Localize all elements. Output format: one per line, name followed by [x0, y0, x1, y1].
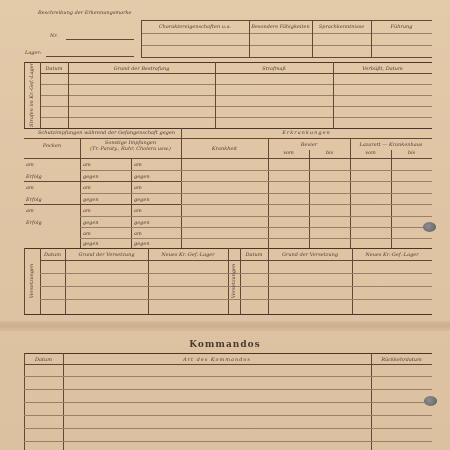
- impf-row-erfolg-1: Erfolg: [26, 174, 42, 180]
- impf-mid-2: gegen: [83, 174, 99, 180]
- kdo-col-rueckkehr: Rückkehrdatum: [381, 357, 422, 363]
- impf-row-am-2: am: [26, 185, 34, 191]
- impf-right-1: am: [134, 162, 142, 168]
- impf-right-3: am: [134, 185, 142, 191]
- erkr-col-lazarett: Lazarett — Krankenhaus: [359, 142, 423, 148]
- erkr-col-krankheit: Krankheit: [211, 146, 238, 152]
- impf-mid-6: gegen: [83, 220, 99, 226]
- strafen-col-grund: Grund der Bestrafung: [113, 66, 170, 72]
- impf-col-sonstige-sub: (Tr.-Paraty., Ruhr, Cholera usw.): [90, 146, 171, 152]
- col-fuehrung: Führung: [390, 24, 413, 30]
- vers-col-datum-right: Datum: [245, 252, 263, 258]
- kommandos-title: Kommandos: [189, 340, 261, 350]
- nr-line: [66, 39, 134, 40]
- erkr-revier-vom: vom: [283, 150, 294, 156]
- impf-right-6: gegen: [134, 220, 150, 226]
- erkr-revier-bis: bis: [325, 150, 334, 156]
- vers-col-lager-left: Neues Kr.-Gef.-Lager: [161, 252, 215, 258]
- lager-label: Lager:: [25, 50, 42, 56]
- impf-right-4: gegen: [134, 197, 150, 203]
- impf-right-5: am: [134, 208, 142, 214]
- col-sprachkenntnisse: Sprachkenntnisse: [318, 24, 365, 30]
- erkr-title: Erkrankungen: [282, 130, 331, 136]
- erkr-col-revier: Revier: [300, 142, 318, 148]
- kdo-col-datum: Datum: [35, 357, 52, 363]
- vers-col-grund-left: Grund der Versetzung: [78, 252, 135, 258]
- erkr-lazarett-bis: bis: [407, 150, 416, 156]
- punch-hole-lower: [424, 396, 437, 406]
- strafen-col-verbuesst: Verbüßt, Datum: [362, 66, 403, 72]
- versetzungen-side-label-right: Versetzungen: [231, 263, 237, 299]
- impf-mid-7: am: [83, 231, 91, 237]
- impf-mid-3: am: [83, 185, 91, 191]
- vers-col-datum-left: Datum: [44, 252, 61, 258]
- impf-row-am-1: am: [26, 162, 34, 168]
- impf-col-sonstige: Sonstige Impfungen: [104, 140, 157, 146]
- impf-mid-1: am: [83, 162, 91, 168]
- strafen-col-datum: Datum: [45, 66, 63, 72]
- impf-row-am-3: am: [26, 208, 34, 214]
- impf-mid-8: gegen: [83, 241, 99, 247]
- desc-label: Beschreibung der Erkennungsmarke: [38, 10, 132, 16]
- vers-col-lager-right: Neues Kr.-Gef.-Lager: [365, 252, 419, 258]
- impf-mid-4: gegen: [83, 197, 99, 203]
- col-faehigkeiten: Besondere Fähigkeiten: [251, 24, 310, 30]
- col-charakter: Charaktereigenschaften u.a.: [158, 24, 232, 30]
- impf-mid-5: am: [83, 208, 91, 214]
- erkr-lazarett-vom: vom: [365, 150, 376, 156]
- impf-right-8: gegen: [134, 241, 150, 247]
- vers-col-grund-right: Grund der Versetzung: [281, 252, 339, 258]
- impf-right-7: am: [134, 231, 142, 237]
- impf-col-pocken: Pocken: [42, 143, 62, 149]
- strafen-side-label: Strafen im Kr.-Gef.-Lager: [29, 63, 35, 127]
- page-fold: [0, 321, 450, 331]
- impf-row-erfolg-2: Erfolg: [26, 197, 42, 203]
- strafen-col-strafmass: Strafmaß: [262, 66, 286, 72]
- impf-title: Schutzimpfungen während der Gefangenschaft gegen: [38, 130, 176, 136]
- lager-line: [46, 56, 134, 57]
- impf-row-erfolg-3: Erfolg: [26, 220, 42, 226]
- punch-hole-upper: [423, 222, 436, 232]
- nr-label: Nr.: [50, 33, 58, 39]
- versetzungen-side-label-left: Versetzungen: [29, 263, 35, 299]
- impf-right-2: gegen: [134, 174, 150, 180]
- kdo-col-art: Art des Kommandos: [183, 357, 251, 363]
